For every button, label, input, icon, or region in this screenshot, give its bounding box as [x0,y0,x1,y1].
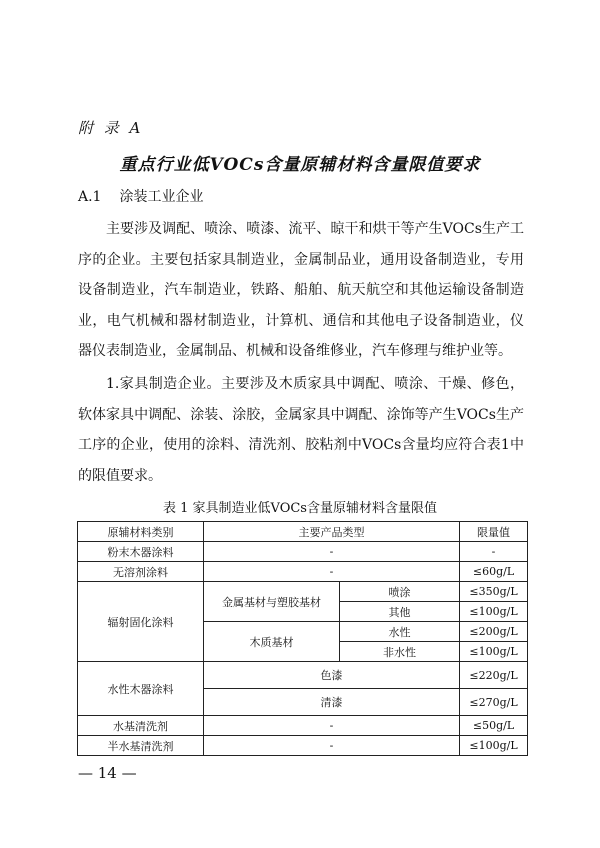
cell-category: 半水基清洗剂 [78,736,204,756]
table-row [78,662,528,689]
cell-method: 水性 [340,622,460,642]
cell-category: 无溶剂涂料 [78,562,204,582]
cell-limit: ≤200g/L [460,622,528,642]
paragraph-intro: 主要涉及调配、喷涂、喷漆、流平、晾干和烘干等产生VOCs生产工序的企业。主要包括家具制造业，金属制品业，通用设备制造业，专用设备制造业，汽车制造业，铁路、船舶、航天航空和其他运输设备制造业，电气机械和器材制造业，计算机、通信和其他电子设备制造业，仪器仪表制造业，金属制品、机械和设备维修业，汽车修理与维护业等。 [78,221,524,359]
cell-limit: ≤100g/L [460,642,528,662]
cell-limit: ≤350g/L [460,582,528,602]
cell-limit: ≤100g/L [460,736,528,756]
cell-method: 其他 [340,602,460,622]
cell-product: - [204,716,460,736]
header-product: 主要产品类型 [204,522,460,542]
cell-limit: ≤100g/L [460,602,528,622]
table-header-row [78,522,528,542]
cell-product: - [204,562,460,582]
document-title: 重点行业低VOCs含量原辅材料含量限值要求 [119,155,481,175]
cell-limit: ≤220g/L [460,662,528,689]
cell-limit: - [460,542,528,562]
cell-method: 非水性 [340,642,460,662]
cell-substrate: 木质基材 [204,622,340,662]
cell-method: 喷涂 [340,582,460,602]
paragraph-furniture: 1.家具制造企业。主要涉及木质家具中调配、喷涂、干燥、修色，软体家具中调配、涂装、涂胶，金属家具中调配、涂饰等产生VOCs生产工序的企业，使用的涂料、清洗剂、胶粘剂中VOCs含量均应符合表1中的限值要求。 [78,376,524,484]
cell-product: - [204,542,460,562]
voc-limits-table [77,521,528,756]
table-row [78,736,528,756]
section-number: A.1 [78,189,102,205]
table-row [78,562,528,582]
cell-product: 清漆 [204,689,460,716]
cell-product: 色漆 [204,662,460,689]
cell-limit: ≤270g/L [460,689,528,716]
cell-category: 辐射固化涂料 [78,582,204,662]
cell-category: 水性木器涂料 [78,662,204,716]
table-row [78,582,528,602]
cell-limit: ≤50g/L [460,716,528,736]
cell-category: 粉末木器涂料 [78,542,204,562]
appendix-label: 附 录 A [78,119,144,137]
cell-substrate: 金属基材与塑胶基材 [204,582,340,622]
header-category: 原辅材料类别 [78,522,204,542]
table-row [78,542,528,562]
page-number: — 14 — [78,764,137,782]
section-title: 涂装工业企业 [119,189,204,205]
table-caption: 表 1 家具制造业低VOCs含量原辅材料含量限值 [163,501,437,516]
cell-limit: ≤60g/L [460,562,528,582]
section-heading [78,186,203,206]
header-limit: 限量值 [460,522,528,542]
cell-category: 水基清洗剂 [78,716,204,736]
table-row [78,716,528,736]
cell-product: - [204,736,460,756]
